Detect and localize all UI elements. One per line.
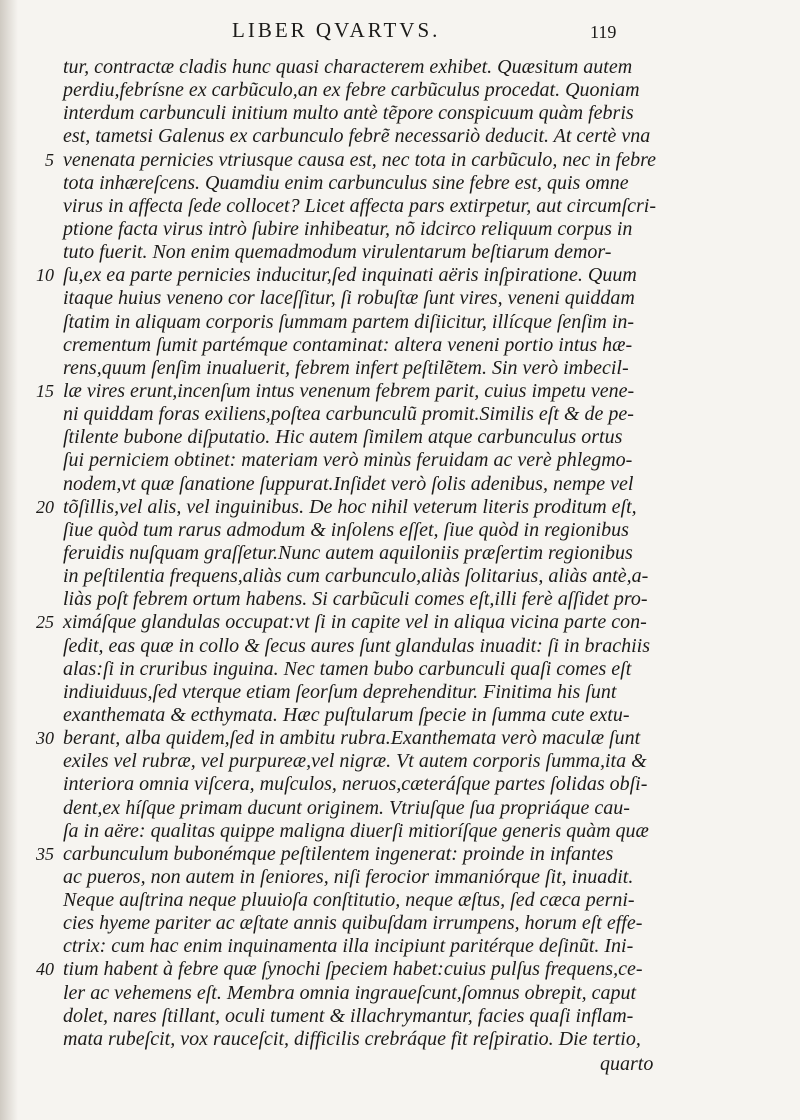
text-line — [30, 750, 800, 773]
text-line — [30, 264, 800, 287]
text-line — [30, 727, 800, 750]
line-text: dent,ex híſque primam ducunt originem. Vtriuſque ſua propriáque cau- — [63, 796, 630, 819]
text-line — [30, 287, 800, 310]
line-text: ac pueros, non autem in ſeniores, niſi ferocior immaniórque ſit, inuadit. — [63, 865, 634, 888]
text-line — [30, 681, 800, 704]
line-number: 25 — [36, 612, 54, 633]
line-text: ximáſque glandulas occupat:vt ſi in capite vel in aliqua vicina parte con- — [63, 611, 647, 634]
line-text: dolet, nares ſtillant, oculi tument & illachrymantur, facies quaſi inflam- — [63, 1004, 634, 1027]
line-text: perdiu,febrísne ex carbũculo,an ex febre carbũculus procedat. Quoniam — [63, 79, 640, 102]
line-text: tuto fuerit. Non enim quemadmodum virulentarum beſtiarum demor- — [63, 241, 612, 264]
line-text: interiora omnia viſcera, muſculos, neruos,cæteráſque partes ſolidas obſi- — [63, 773, 648, 796]
text-line — [30, 982, 800, 1005]
text-line — [30, 797, 800, 820]
line-text: ptione facta virus intrò ſubire inhibeatur, nõ idcirco reliquum corpus in — [63, 217, 633, 240]
line-text: crementum ſumit partémque contaminat: altera veneni portio intus hæ- — [63, 333, 633, 356]
line-text: ſu,ex ea parte pernicies inducitur,ſed inquinati aëris inſpiratione. Quum — [63, 264, 637, 287]
text-line — [30, 519, 800, 542]
line-text: Neque auſtrina neque pluuioſa conſtitutio, neque æſtus, ſed cæca perni- — [63, 889, 635, 912]
text-line — [30, 380, 800, 403]
line-text: rens,quum ſenſim inualuerit, febrem infert peſtilẽtem. Sin verò imbecil- — [63, 356, 629, 379]
line-text: berant, alba quidem,ſed in ambitu rubra.Exanthemata verò maculæ ſunt — [63, 727, 641, 750]
gutter-shadow — [0, 0, 18, 1120]
text-line — [30, 496, 800, 519]
text-line — [30, 241, 800, 264]
line-text: ſa in aëre: qualitas quippe maligna diuerſi mitioríſque generis quàm quæ — [63, 819, 649, 842]
text-line — [30, 311, 800, 334]
line-text: tota inhæreſcens. Quamdiu enim carbunculus sine febre est, quis omne — [63, 171, 629, 194]
catchword: quarto — [600, 1053, 654, 1076]
text-line — [30, 565, 800, 588]
text-line — [30, 357, 800, 380]
line-text: ſtilente bubone diſputatio. Hic autem ſimilem atque carbunculus ortus — [63, 426, 623, 449]
text-line — [30, 843, 800, 866]
line-text: interdum carbunculi initium multo antè tẽpore conspicuum quàm febris — [63, 102, 634, 125]
text-line — [30, 958, 800, 981]
line-text: exanthemata & ecthymata. Hæc puſtularum ſpecie in ſumma cute extu- — [63, 703, 630, 726]
line-text: virus in affecta ſede collocet? Licet affecta pars extirpetur, aut circumſcri- — [63, 194, 657, 217]
page-number: 119 — [590, 22, 617, 42]
text-line — [30, 658, 800, 681]
line-text: est, tametsi Galenus ex carbunculo febrẽ necessariò deducit. At certè vna — [63, 125, 651, 148]
text-line — [30, 195, 800, 218]
text-line — [30, 334, 800, 357]
line-text: ſedit, eas quæ in collo & ſecus aures ſunt glandulas inuadit: ſi in brachiis — [63, 634, 651, 657]
body-text — [30, 56, 800, 1077]
text-line — [30, 866, 800, 889]
line-text: indiuiduus,ſed vterque etiam ſeorſum deprehenditur. Finitima his ſunt — [63, 680, 617, 703]
line-text: cies hyeme pariter ac æſtate annis quibuſdam irrumpens, horum eſt effe- — [63, 912, 643, 935]
text-line — [30, 773, 800, 796]
line-number: 40 — [36, 959, 54, 980]
line-text: ſtatim in aliquam corporis ſummam partem diſiicitur, illícque ſenſim in- — [63, 310, 635, 333]
line-text: tur, contractæ cladis hunc quasi characterem exhibet. Quæsitum autem — [63, 56, 633, 78]
text-line — [30, 1028, 800, 1051]
text-line — [30, 102, 800, 125]
text-line — [30, 172, 800, 195]
line-number: 15 — [36, 380, 54, 401]
text-line — [30, 426, 800, 449]
line-text: nodem,vt quæ ſanatione ſuppurat.Inſidet verò ſolis adenibus, nempe vel — [63, 472, 634, 495]
text-line — [30, 820, 800, 843]
text-line — [30, 704, 800, 727]
text-line — [30, 473, 800, 496]
line-text: ctrix: cum hac enim inquinamenta illa incipiunt paritérque deſinũt. Ini- — [63, 935, 634, 958]
text-line — [30, 218, 800, 241]
line-number: 20 — [36, 496, 54, 517]
line-text: itaque huius veneno cor laceſſitur, ſi robuſtæ ſunt vires, veneni quiddam — [63, 287, 635, 310]
line-number: 5 — [45, 149, 54, 170]
text-line — [30, 611, 800, 634]
line-text: liàs poſt febrem ortum habens. Si carbũculi comes eſt,illi ferè aſſidet pro- — [63, 588, 648, 611]
line-text: alas:ſi in cruribus inguina. Nec tamen bubo carbunculi quaſi comes eſt — [63, 657, 632, 680]
line-text: carbunculum bubonémque peſtilentem ingenerat: proinde in infantes — [63, 842, 614, 865]
text-line — [30, 1005, 800, 1028]
line-text: mata rubeſcit, vox rauceſcit, difficilis crebráque fit reſpiratio. Die tertio, — [63, 1027, 641, 1050]
line-text: in peſtilentia frequens,aliàs cum carbunculo,aliàs ſolitarius, aliàs antè,a- — [63, 565, 649, 588]
line-text: læ vires erunt,incenſum intus venenum febrem parit, cuius impetu vene- — [63, 379, 635, 402]
running-head — [0, 14, 800, 44]
text-line — [30, 125, 800, 148]
text-line — [30, 635, 800, 658]
text-line — [30, 542, 800, 565]
running-title: LIBER QVARTVS. — [232, 18, 441, 42]
text-line — [30, 588, 800, 611]
text-line — [30, 149, 800, 172]
line-text: venenata pernicies vtriusque causa est, nec tota in carbũculo, nec in febre — [63, 148, 656, 171]
catchword-line — [30, 1051, 800, 1077]
text-line — [30, 889, 800, 912]
line-text: feruidis nuſquam graſſetur.Nunc autem aquiloniis præſertim regionibus — [63, 541, 633, 564]
text-line — [30, 935, 800, 958]
line-text: ni quiddam foras exiliens,poſtea carbunculũ promit.Similis eſt & de pe- — [63, 403, 634, 426]
line-text: ſui perniciem obtinet: materiam verò minùs feruidam ac verè phlegmo- — [63, 449, 633, 472]
text-line — [30, 449, 800, 472]
line-text: ſiue quòd tum rarus admodum & inſolens eſſet, ſiue quòd in regionibus — [63, 518, 629, 541]
line-text: tium habent à febre quæ ſynochi ſpeciem habet:cuius pulſus frequens,ce- — [63, 958, 643, 981]
text-line — [30, 403, 800, 426]
line-number: 10 — [36, 265, 54, 286]
line-number: 30 — [36, 728, 54, 749]
text-line — [30, 56, 800, 79]
text-line — [30, 912, 800, 935]
line-number: 35 — [36, 843, 54, 864]
text-line — [30, 79, 800, 102]
line-text: ler ac vehemens eſt. Membra omnia ingraueſcunt,ſomnus obrepit, caput — [63, 981, 637, 1004]
line-text: exiles vel rubræ, vel purpureæ,vel nigræ. Vt autem corporis ſumma,ita & — [63, 750, 647, 773]
line-text: tõſillis,vel alis, vel inguinibus. De hoc nihil veterum literis proditum eſt, — [63, 495, 637, 518]
